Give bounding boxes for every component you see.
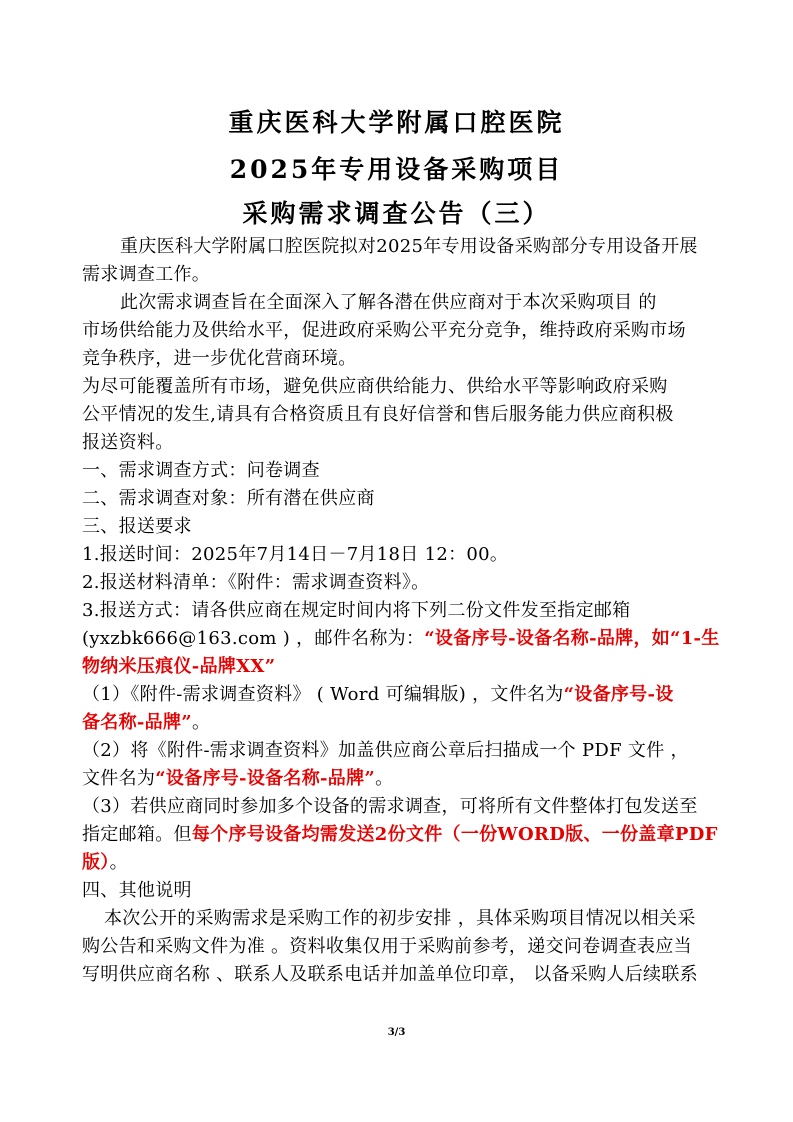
section-4-heading: 四、其他说明 (82, 880, 192, 901)
title-line-3: 采购需求调查公告（三） (242, 199, 551, 228)
item-1-line-2 (82, 712, 210, 734)
intro-line-2: 需求调查工作。 (82, 264, 211, 285)
title-line-2: 2025年专用设备采购项目 (229, 155, 564, 184)
section-1-heading: 一、需求调查方式：问卷调查 (82, 460, 320, 481)
item-3-text: 指定邮箱。但 (82, 824, 192, 845)
title-line-1: 重庆医科大学附属口腔医院 (228, 108, 565, 137)
item-3-end: 。 (109, 852, 128, 873)
intro-line-1: 重庆医科大学附属口腔医院拟对2025年专用设备采购部分专用设备开展 (120, 236, 698, 257)
other-line-1: 本次公开的采购需求是采购工作的初步安排 ，具体采购项目情况以相关采 (104, 908, 696, 929)
requirement-2: 2.报送材料清单：《附件：需求调查资料》。 (82, 572, 430, 593)
section-3-heading: 三、报送要求 (82, 516, 192, 537)
cover-line-1: 为尽可能覆盖所有市场，避免供应商供给能力、供给水平等影响政府采购 (82, 376, 668, 397)
other-line-2: 购公告和采购文件为准 。资料收集仅用于采购前参考，递交问卷调查表应当 (82, 936, 692, 957)
item-1-end: 。 (191, 712, 211, 733)
item-1-filename-format-cont: 备名称-品牌” (82, 712, 192, 733)
requirement-1: 1.报送时间：2025年7月14日－7月18日 12：00。 (82, 544, 509, 565)
page-number: 3/3 (387, 1027, 406, 1038)
item-3-emphasis-cont: 版） (82, 852, 110, 873)
item-3-line-3 (82, 852, 128, 874)
purpose-line-1: 此次需求调查旨在全面深入了解各潜在供应商对于本次采购项目 的 (120, 292, 657, 313)
item-2-filename-format: “设备序号-设备名称-品牌” (155, 768, 376, 789)
purpose-line-2: 市场供给能力及供给水平，促进政府采购公平充分竞争，维持政府采购市场 (82, 320, 686, 341)
item-2-end: 。 (375, 768, 394, 789)
other-line-3: 写明供应商名称 、联系人及联系电话并加盖单位印章， 以备采购人后续联系 (82, 964, 698, 985)
item-2-text: 文件名为 (82, 768, 156, 789)
item-3-line-1: （3）若供应商同时参加多个设备的需求调查，可将所有文件整体打包发送至 (82, 796, 698, 817)
item-1-line-1 (82, 684, 674, 706)
item-1-filename-format: “设备序号-设 (563, 684, 674, 705)
cover-line-3: 报送资料。 (82, 432, 174, 453)
item-1-text: （1）《附件-需求调查资料》 ( Word 可编辑版) ，文件名为 (82, 684, 564, 705)
section-2-heading: 二、需求调查对象：所有潜在供应商 (82, 488, 375, 509)
item-3-line-2 (82, 824, 718, 846)
item-2-line-1: （2）将《附件-需求调查资料》加盖供应商公章后扫描成一个 PDF 文件 ， (82, 740, 689, 761)
purpose-line-3: 竞争秩序，进一步优化营商环境。 (82, 348, 357, 369)
item-2-line-2 (82, 768, 393, 790)
requirement-3-line-1: 3.报送方式：请各供应商在规定时间内将下列二份文件发至指定邮箱 (82, 600, 631, 621)
email-address-text: (yxzbk666@163.com ) ，邮件名称为： (82, 628, 425, 649)
email-subject-format: “设备序号-设备名称-品牌，如“1-生 (424, 628, 720, 649)
requirement-3-line-2 (82, 628, 720, 650)
item-3-emphasis: 每个序号设备均需发送2份文件（一份WORD版、一份盖章PDF (191, 824, 718, 845)
cover-line-2: 公平情况的发生,请具有合格资质且有良好信誉和售后服务能力供应商积极 (82, 404, 674, 425)
email-subject-example: 物纳米压痕仪-品牌XX” (82, 656, 276, 677)
requirement-3-line-3 (82, 656, 275, 678)
